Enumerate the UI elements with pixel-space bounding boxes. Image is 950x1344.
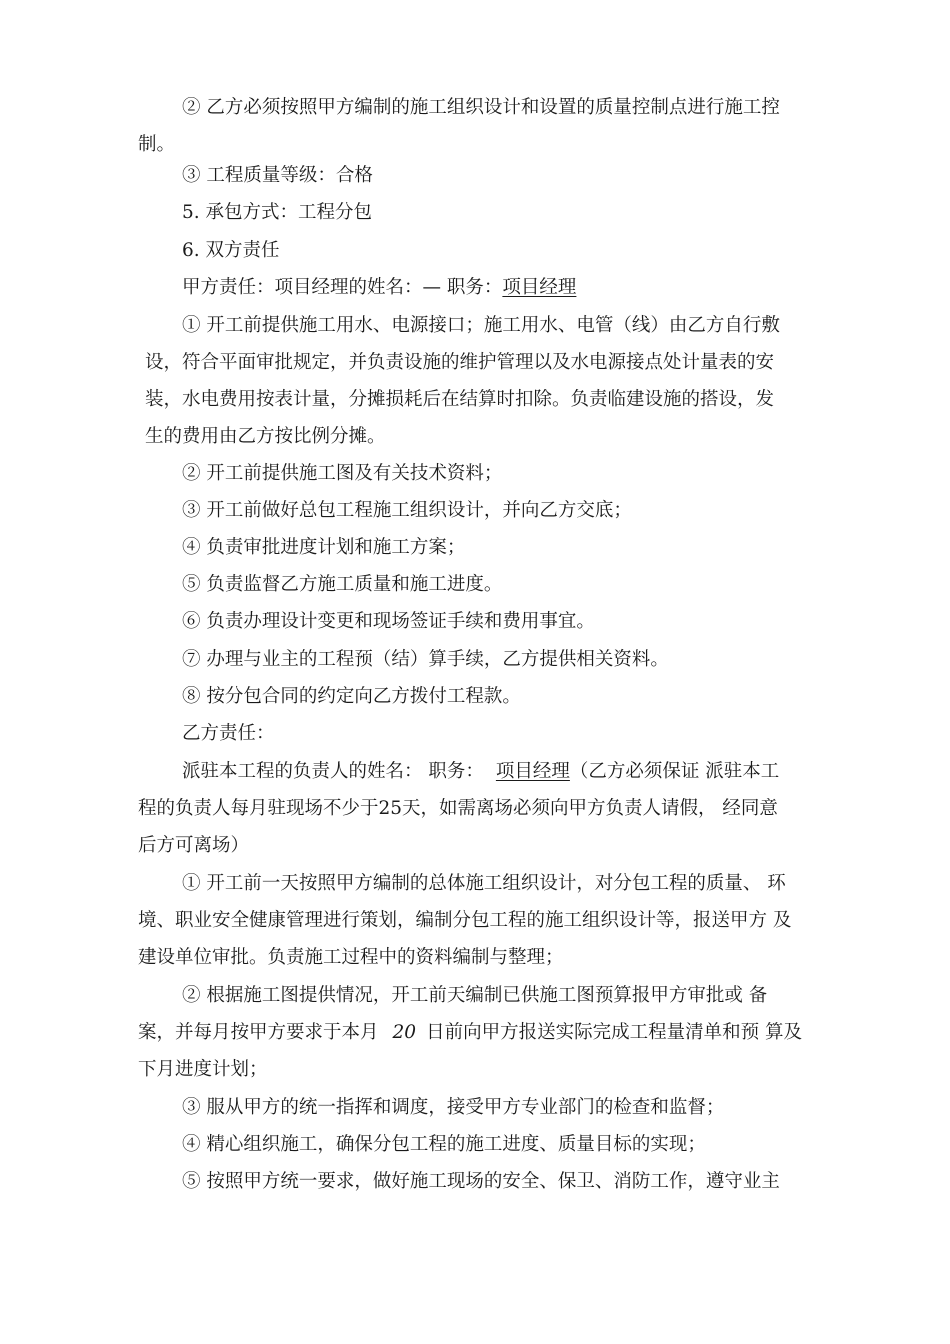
party-a-item-2: ② 开工前提供施工图及有关技术资料；: [182, 463, 503, 484]
party-a-item-1-line-2: 设，符合平面审批规定，并负责设施的维护管理以及水电源接点处计量表的安: [145, 352, 775, 373]
party-b-item-2-line-2: [138, 1021, 802, 1045]
party-a-item-3: ③ 开工前做好总包工程施工组织设计，并向乙方交底；: [182, 500, 632, 521]
party-b-item-1-line-1: ① 开工前一天按照甲方编制的总体施工组织设计，对分包工程的质量、 环: [182, 873, 786, 894]
party-b-job-title: 项目经理: [495, 761, 570, 782]
responsibilities-heading: 6. 双方责任: [182, 240, 280, 261]
party-b-item-1-line-2: 境、职业安全健康管理进行策划，编制分包工程的施工组织设计等，报送甲方 及: [138, 910, 792, 931]
quality-item-2-line-1: ② 乙方必须按照甲方编制的施工组织设计和设置的质量控制点进行施工控: [182, 97, 780, 118]
party-b-item-5: ⑤ 按照甲方统一要求，做好施工现场的安全、保卫、消防工作，遵守业主: [182, 1171, 780, 1192]
party-b-item-1-line-3: 建设单位审批。负责施工过程中的资料编制与整理；: [138, 947, 564, 968]
party-b-rep-line-1: [182, 760, 779, 784]
party-b-item-4: ④ 精心组织施工，确保分包工程的施工进度、质量目标的实现；: [182, 1134, 706, 1155]
party-a-item-1-line-1: ① 开工前提供施工用水、电源接口；施工用水、电管（线）由乙方自行敷: [182, 315, 780, 336]
party-b-rep-prefix: 派驻本工程的负责人的姓名： 职务：: [182, 761, 484, 782]
party-a-item-8: ⑧ 按分包合同的约定向乙方拨付工程款。: [182, 686, 521, 707]
party-a-intro-prefix: 甲方责任：项目经理的姓名：— 职务：: [182, 277, 503, 298]
party-a-item-6: ⑥ 负责办理设计变更和现场签证手续和费用事宜。: [182, 611, 595, 632]
party-b-item-3: ③ 服从甲方的统一指挥和调度，接受甲方专业部门的检查和监督；: [182, 1097, 725, 1118]
contract-mode: 5. 承包方式：工程分包: [182, 202, 373, 223]
party-b-item-2-line-3: 下月进度计划；: [138, 1059, 268, 1080]
party-a-item-5: ⑤ 负责监督乙方施工质量和施工进度。: [182, 574, 503, 595]
party-a-item-4: ④ 负责审批进度计划和施工方案；: [182, 537, 466, 558]
party-b-item-2-line-2-end: 日前向甲方报送实际完成工程量清单和预 算及: [426, 1022, 802, 1043]
party-a-item-1-line-3: 装，水电费用按表计量，分摊损耗后在结算时扣除。负责临建设施的搭设，发: [145, 389, 775, 410]
quality-item-3: ③ 工程质量等级：合格: [182, 165, 373, 186]
party-b-heading: 乙方责任：: [182, 723, 275, 744]
quality-item-2-line-2: 制。: [138, 134, 176, 155]
party-a-job-title: 项目经理: [502, 277, 577, 298]
party-b-rep-line-3: 后方可离场）: [138, 835, 250, 856]
party-a-item-7: ⑦ 办理与业主的工程预（结）算手续，乙方提供相关资料。: [182, 649, 669, 670]
party-b-item-2-line-2-start: 案，并每月按甲方要求于本月: [138, 1022, 379, 1043]
party-a-intro: [182, 276, 576, 300]
party-a-item-1-line-4: 生的费用由乙方按比例分摊。: [145, 426, 386, 447]
party-b-item-2-line-1: ② 根据施工图提供情况，开工前天编制已供施工图预算报甲方审批或 备: [182, 985, 768, 1006]
party-b-rep-line-2: 程的负责人每月驻现场不少于25天，如需离场必须向甲方负责人请假， 经同意: [138, 798, 778, 819]
party-b-rep-suffix: （乙方必须保证 派驻本工: [569, 761, 780, 782]
party-b-item-2-day: 20: [392, 1022, 417, 1043]
